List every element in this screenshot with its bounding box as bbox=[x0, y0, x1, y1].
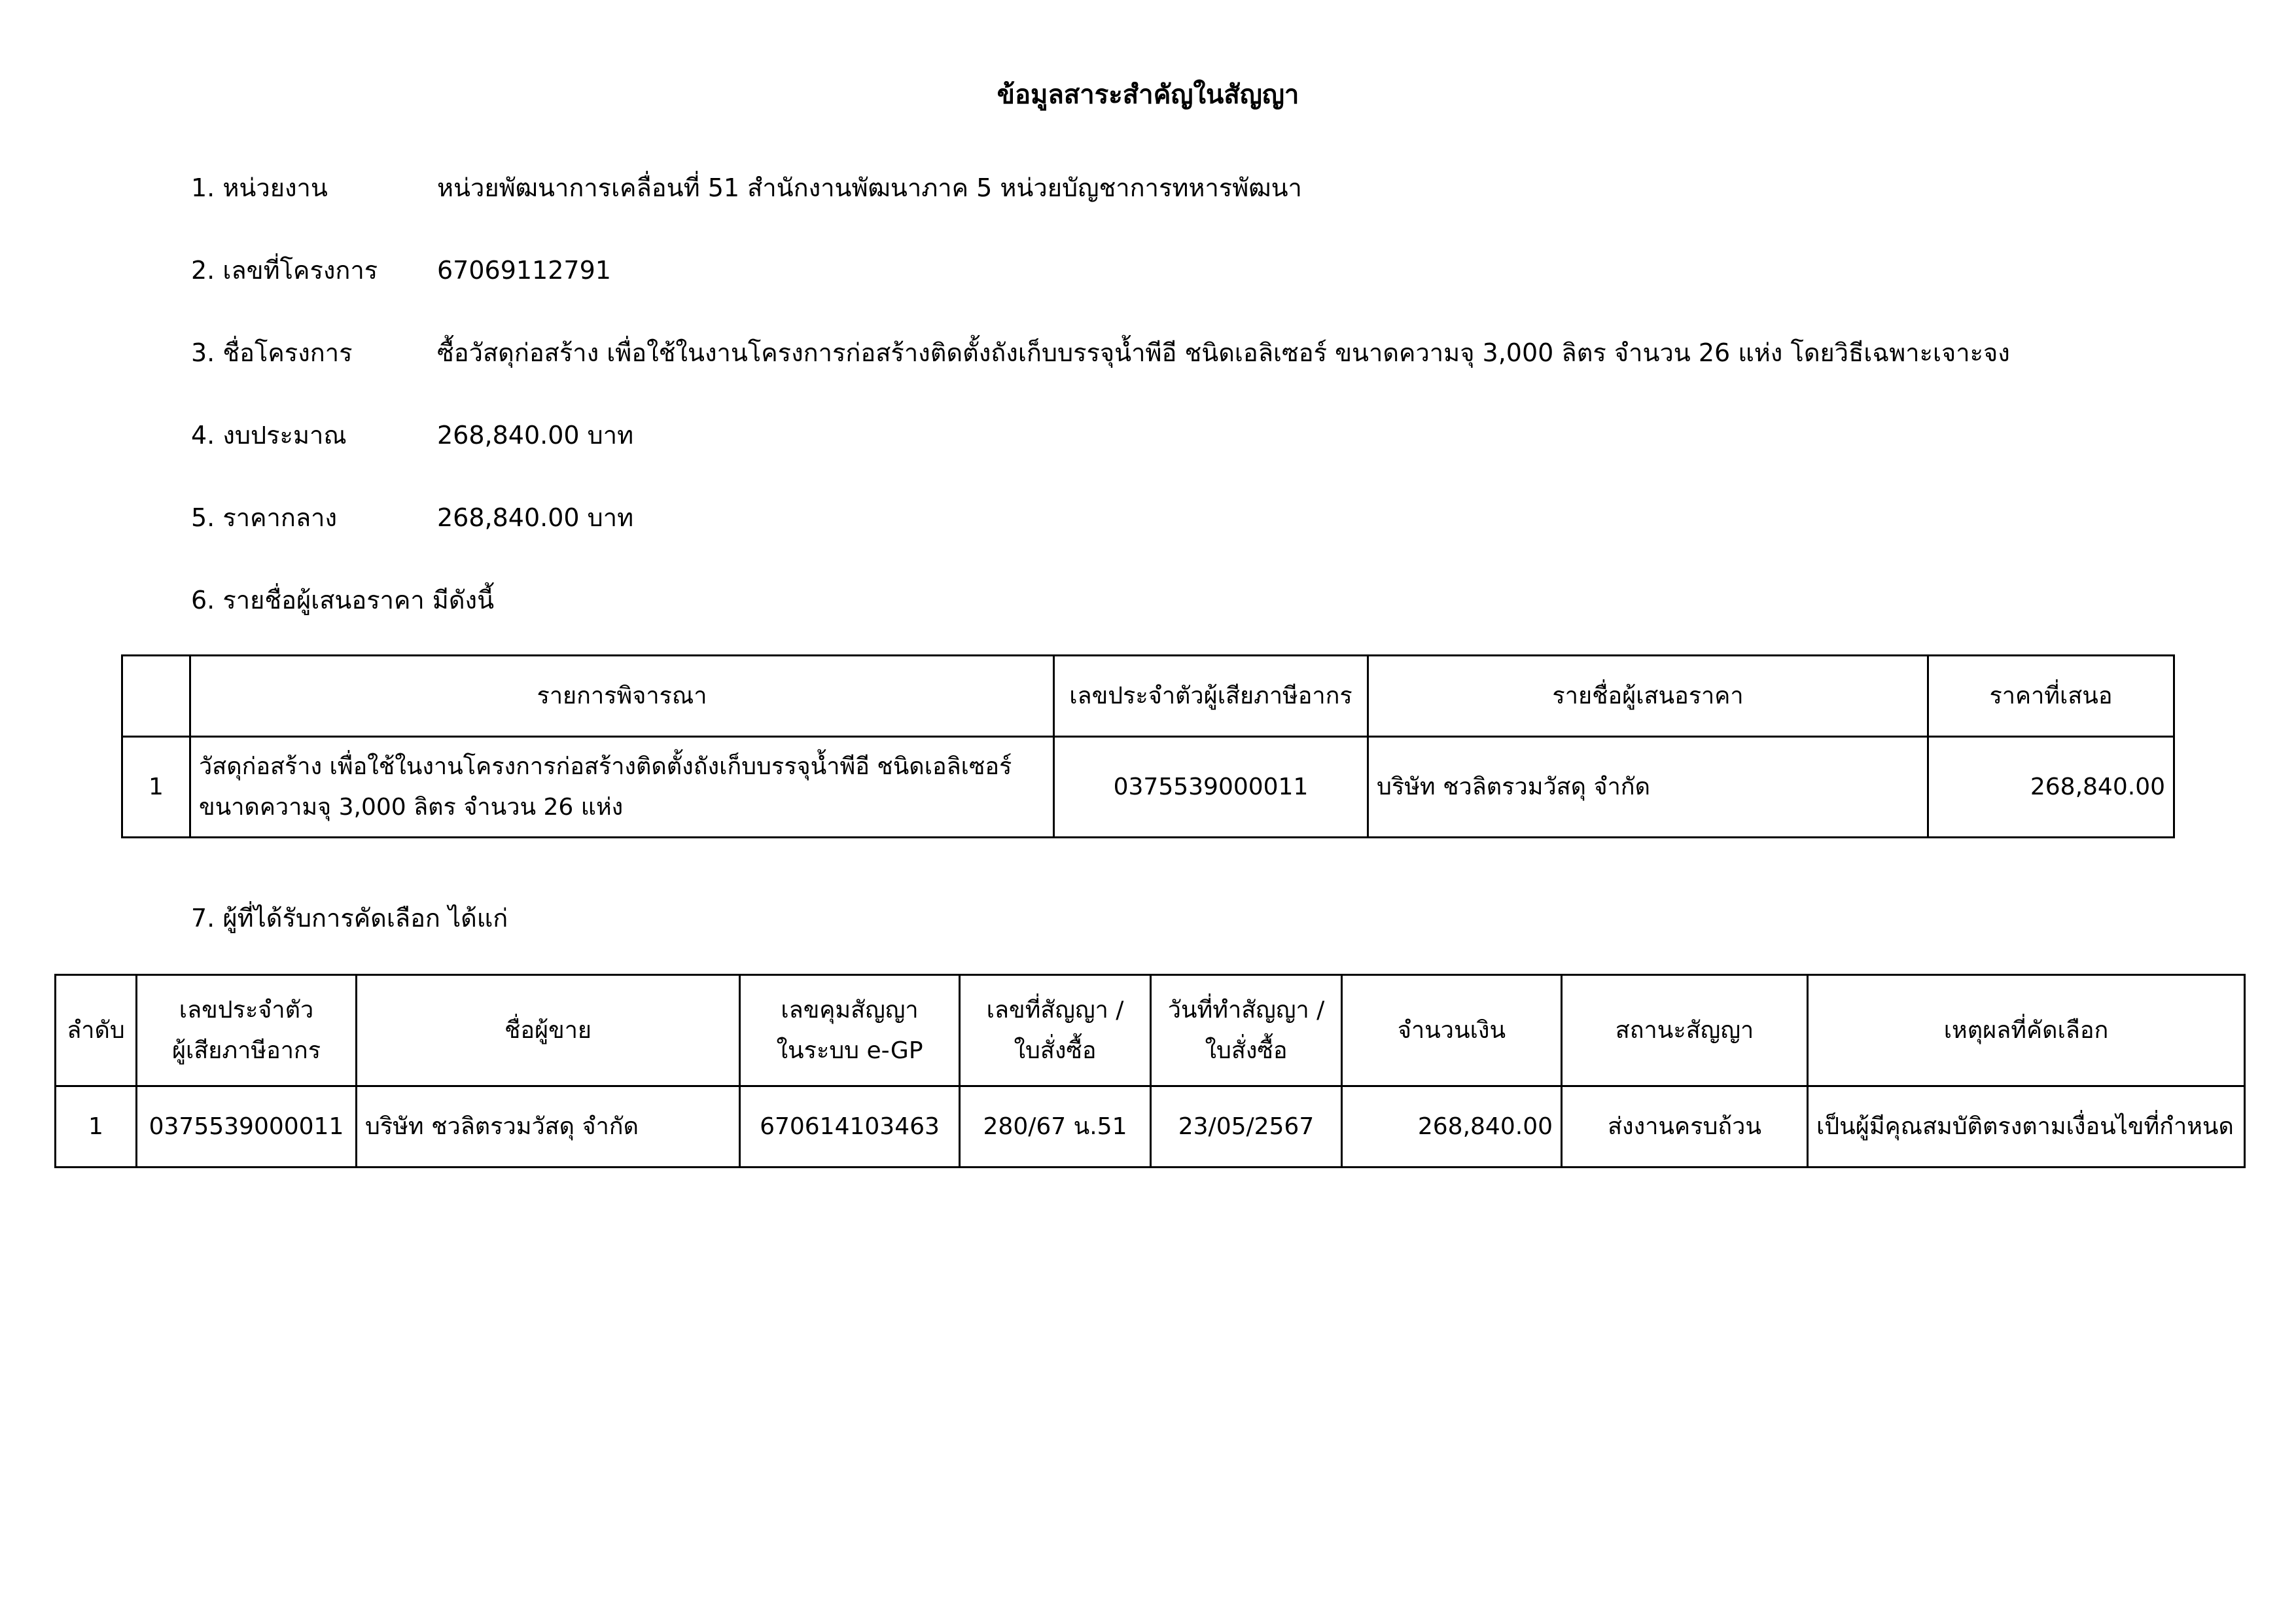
info-label: 3. ชื่อโครงการ bbox=[191, 338, 353, 367]
header-cell bbox=[137, 975, 357, 1086]
section-6-label: 6. รายชื่อผู้เสนอราคา มีดังนี้ bbox=[191, 586, 495, 615]
info-label: 1. หน่วยงาน bbox=[191, 173, 328, 202]
info-value: หน่วยพัฒนาการเคลื่อนที่ 51 สำนักงานพัฒนาภาค 5 หน่วยบัญชาการทหารพัฒนา bbox=[437, 173, 1302, 202]
header-cell bbox=[740, 975, 960, 1086]
contract-status: ส่งงานครบถ้วน bbox=[1562, 1086, 1808, 1168]
bidder-name: บริษัท ชวลิตรวมวัสดุ จำกัด bbox=[1368, 737, 1928, 838]
header-line: ผู้เสียภาษีอากร bbox=[171, 1037, 321, 1064]
info-value: ซื้อวัสดุก่อสร้าง เพื่อใช้ในงานโครงการก่อสร้างติดตั้งถังเก็บบรรจุน้ำพีอี ชนิดเอลิเซอร์ ขนาดความจุ 3,000 ลิตร จำนวน 26 แห่ง โดยวิธีเฉพาะเจาะจง bbox=[437, 338, 2010, 367]
table-header-row bbox=[56, 975, 2245, 1086]
control-number: 670614103463 bbox=[740, 1086, 960, 1168]
header-line: เลขที่สัญญา / bbox=[986, 996, 1124, 1024]
header-cell: ชื่อผู้ขาย bbox=[357, 975, 740, 1086]
seller-name: บริษัท ชวลิตรวมวัสดุ จำกัด bbox=[357, 1086, 740, 1168]
info-label: 2. เลขที่โครงการ bbox=[191, 256, 378, 285]
table-row bbox=[56, 1086, 2245, 1168]
info-value: 67069112791 bbox=[437, 256, 611, 285]
section-7-label: 7. ผู้ที่ได้รับการคัดเลือก ได้แก่ bbox=[191, 904, 508, 933]
table-row bbox=[122, 737, 2174, 838]
info-label: 5. ราคากลาง bbox=[191, 503, 338, 532]
header-cell bbox=[960, 975, 1151, 1086]
selection-reason: เป็นผู้มีคุณสมบัติตรงตามเงื่อนไขที่กำหนด bbox=[1808, 1086, 2245, 1168]
header-line: วันที่ทำสัญญา / bbox=[1167, 996, 1325, 1024]
header-cell: ลำดับ bbox=[56, 975, 137, 1086]
header-cell bbox=[1151, 975, 1342, 1086]
header-line: เลขประจำตัว bbox=[179, 996, 314, 1024]
item-description-line: วัสดุก่อสร้าง เพื่อใช้ในงานโครงการก่อสร้างติดตั้งถังเก็บบรรจุน้ำพีอี ชนิดเอลิเซอร์ bbox=[199, 753, 1012, 780]
header-cell: จำนวนเงิน bbox=[1342, 975, 1562, 1086]
header-cell: สถานะสัญญา bbox=[1562, 975, 1808, 1086]
header-line: ในระบบ e-GP bbox=[776, 1037, 923, 1064]
header-cell: เลขประจำตัวผู้เสียภาษีอากร bbox=[1054, 656, 1368, 737]
header-line: ใบสั่งซื้อ bbox=[1014, 1037, 1097, 1064]
contract-date: 23/05/2567 bbox=[1151, 1086, 1342, 1168]
item-description bbox=[190, 737, 1054, 838]
header-cell: เหตุผลที่คัดเลือก bbox=[1808, 975, 2245, 1086]
header-line: เลขคุมสัญญา bbox=[781, 996, 919, 1024]
header-cell: รายการพิจารณา bbox=[190, 656, 1054, 737]
header-line: ใบสั่งซื้อ bbox=[1205, 1037, 1288, 1064]
header-cell: ราคาที่เสนอ bbox=[1928, 656, 2174, 737]
header-cell: รายชื่อผู้เสนอราคา bbox=[1368, 656, 1928, 737]
bidders-table bbox=[121, 654, 2175, 838]
info-value: 268,840.00 บาท bbox=[437, 421, 634, 450]
tax-id: 0375539000011 bbox=[1054, 737, 1368, 838]
offered-price: 268,840.00 bbox=[1928, 737, 2174, 838]
info-label: 4. งบประมาณ bbox=[191, 421, 347, 450]
selected-vendor-table bbox=[54, 974, 2246, 1168]
contract-amount: 268,840.00 bbox=[1342, 1086, 1562, 1168]
item-description-line: ขนาดความจุ 3,000 ลิตร จำนวน 26 แห่ง bbox=[199, 793, 624, 821]
contract-number: 280/67 น.51 bbox=[960, 1086, 1151, 1168]
info-value: 268,840.00 บาท bbox=[437, 503, 634, 532]
row-number: 1 bbox=[56, 1086, 137, 1168]
header-cell bbox=[122, 656, 190, 737]
document-title: ข้อมูลสาระสำคัญในสัญญา bbox=[997, 80, 1299, 110]
row-number: 1 bbox=[122, 737, 190, 838]
table-header-row bbox=[122, 656, 2174, 737]
tax-id: 0375539000011 bbox=[137, 1086, 357, 1168]
